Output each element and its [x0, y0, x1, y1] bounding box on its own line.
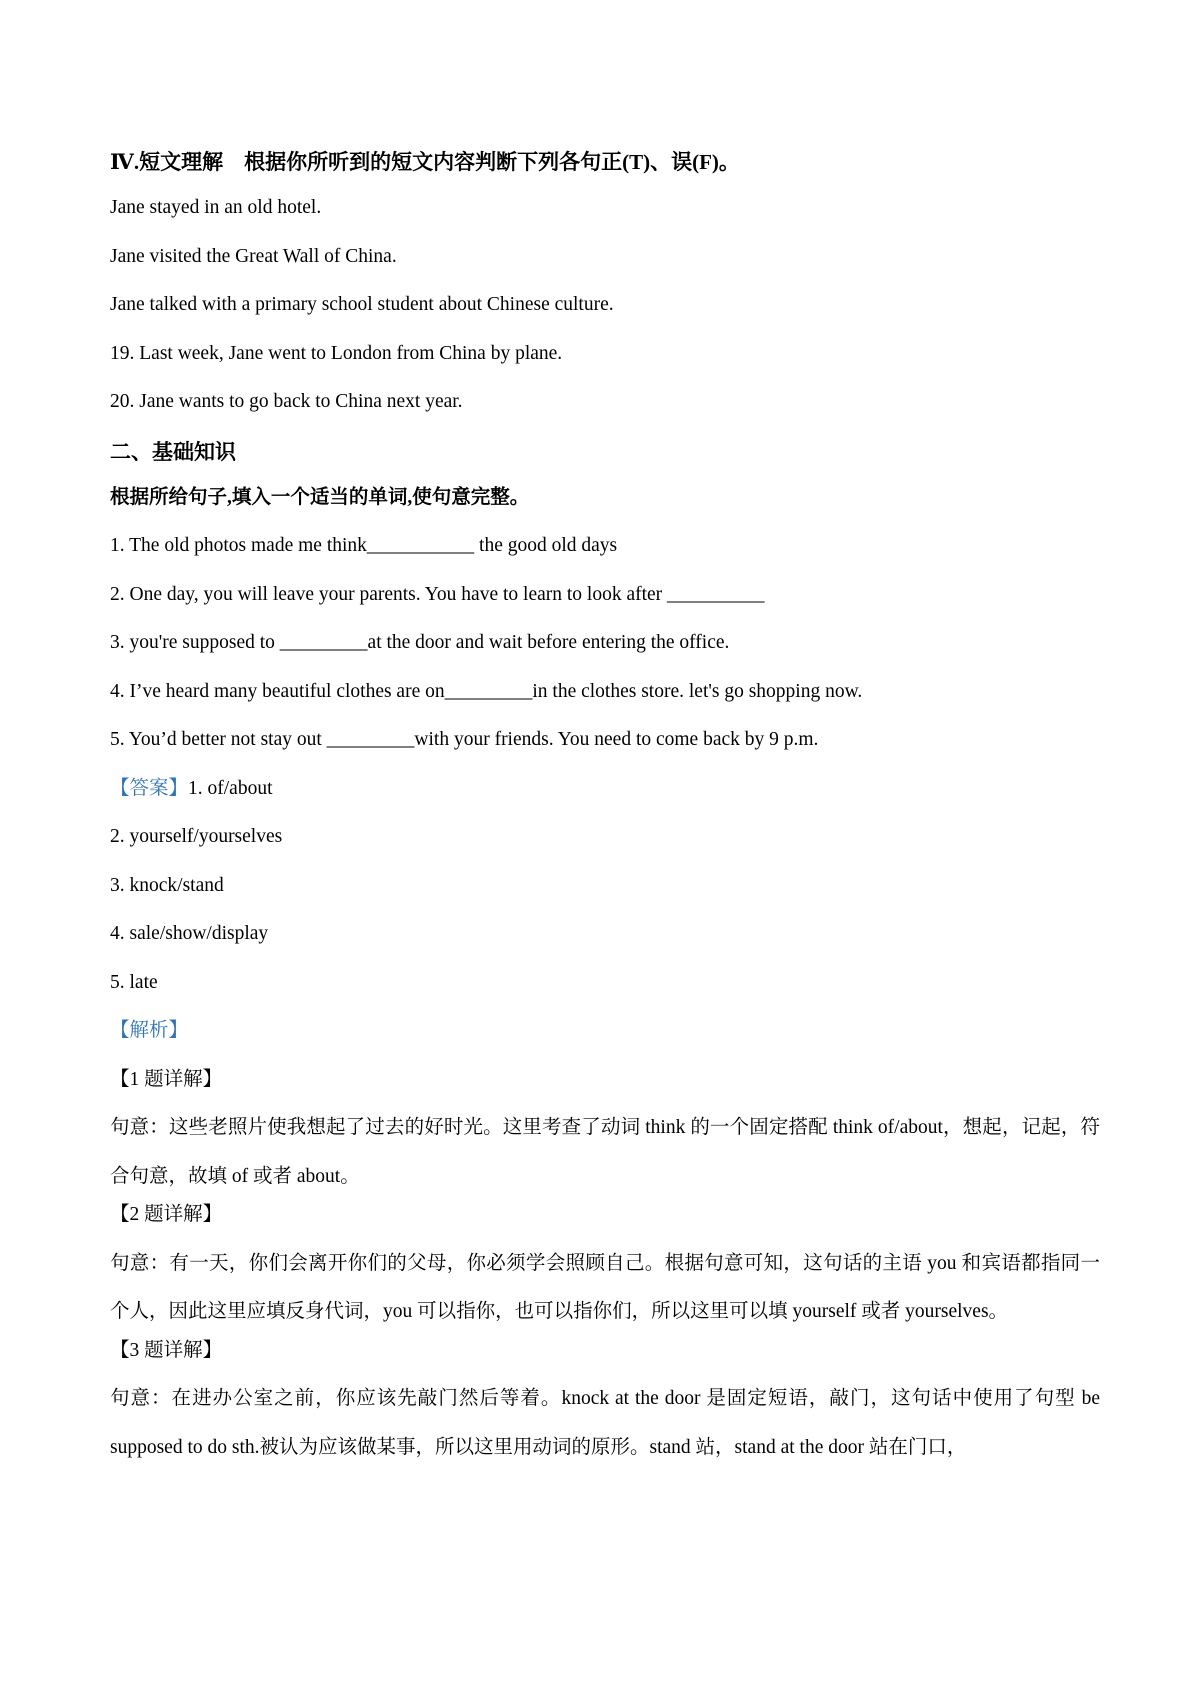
question-item: 4. I’ve heard many beautiful clothes are on_________in the clothes store. let's go shopping now. [110, 680, 863, 702]
statement-item: 20. Jane wants to go back to China next year. [110, 391, 463, 412]
analysis-tag: 【解析】 [110, 1020, 189, 1041]
answer-item: 2. yourself/yourselves [110, 826, 283, 847]
statement-item: Jane stayed in an old hotel. [110, 197, 322, 218]
detail-text: 句意：这些老照片使我想起了过去的好时光。这里考查了动词 think 的一个固定搭配 think of/about，想起，记起，符合句意，故填 of 或者 about。 [110, 1117, 1100, 1187]
answer-tag: 【答案】 [110, 777, 189, 799]
document-page [110, 148, 1100, 1472]
section-iv-heading: Ⅳ.短文理解 根据你所听到的短文内容判断下列各句正(T)、误(F)。 [110, 150, 740, 174]
statement-item: Jane talked with a primary school student about Chinese culture. [110, 294, 614, 315]
answer-item: 4. sale/show/display [110, 923, 269, 944]
statement-item: Jane visited the Great Wall of China. [110, 245, 397, 267]
answer-item: 1. of/about [188, 777, 273, 799]
section-2-heading: 二、基础知识 [110, 439, 236, 464]
answer-first-line [110, 776, 1100, 802]
detail-title: 【1 题详解】 [110, 1068, 223, 1090]
detail-text: 句意：有一天，你们会离开你们的父母，你必须学会照顾自己。根据句意可知，这句话的主语 you 和宾语都指同一个人，因此这里应填反身代词，you 可以指你，也可以指你们，所以这里可以填 yourself 或者 yourselves。 [110, 1252, 1100, 1322]
question-item: 3. you're supposed to _________at the door and wait before entering the office. [110, 632, 730, 653]
detail-title: 【2 题详解】 [110, 1204, 223, 1225]
answer-item: 5. late [110, 971, 158, 993]
question-item: 5. You’d better not stay out _________with your friends. You need to come back by 9 p.m. [110, 729, 819, 750]
answer-item: 3. knock/stand [110, 874, 224, 896]
statement-item: 19. Last week, Jane went to London from China by plane. [110, 342, 563, 364]
question-item: 2. One day, you will leave your parents. You have to learn to look after __________ [110, 583, 765, 605]
detail-text: 句意：在进办公室之前，你应该先敲门然后等着。knock at the door 是固定短语，敲门，这句话中使用了句型 be supposed to do sth.被认为应该做某事，所以这里用动词的原形。stand 站，stand at the door 站在门口， [110, 1388, 1100, 1458]
question-item: 1. The old photos made me think___________ the good old days [110, 535, 618, 556]
section-2-instruction: 根据所给句子,填入一个适当的单词,使句意完整。 [110, 486, 530, 508]
detail-title: 【3 题详解】 [110, 1339, 223, 1361]
